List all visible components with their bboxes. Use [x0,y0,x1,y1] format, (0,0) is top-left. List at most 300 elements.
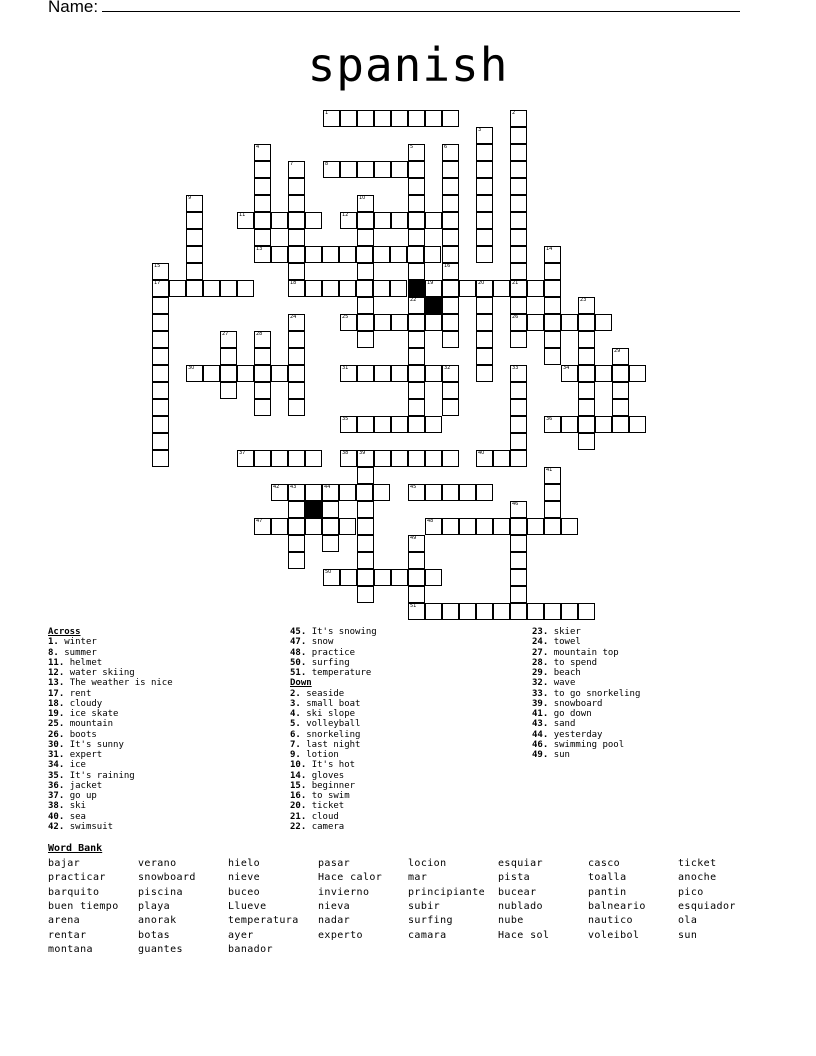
grid-cell[interactable] [288,161,305,178]
grid-cell[interactable] [391,416,408,433]
grid-cell[interactable] [476,348,493,365]
grid-cell[interactable] [510,246,527,263]
grid-cell[interactable] [305,280,322,297]
grid-cell[interactable] [425,603,442,620]
grid-cell[interactable] [544,280,561,297]
grid-cell[interactable] [425,450,442,467]
grid-cell[interactable] [322,484,339,501]
grid-cell[interactable] [425,484,442,501]
grid-cell[interactable] [288,348,305,365]
grid-cell[interactable] [288,552,305,569]
grid-cell[interactable] [476,484,493,501]
grid-cell[interactable] [186,195,203,212]
grid-cell[interactable] [442,297,459,314]
grid-cell[interactable] [510,263,527,280]
grid-cell[interactable] [425,280,442,297]
grid-cell[interactable] [254,144,271,161]
grid-cell[interactable] [288,331,305,348]
grid-cell[interactable] [510,552,527,569]
grid-cell[interactable] [357,569,374,586]
grid-cell[interactable] [510,297,527,314]
word-bank-item: locion [408,858,447,869]
grid-cell[interactable] [288,229,305,246]
grid-cell[interactable] [408,399,425,416]
grid-cell[interactable] [254,348,271,365]
grid-cell[interactable] [288,263,305,280]
grid-cell[interactable] [561,314,578,331]
grid-cell[interactable] [340,314,357,331]
clue-item [290,771,530,781]
grid-cell[interactable] [322,246,339,263]
grid-cell[interactable] [408,365,425,382]
clue-number: 14 [546,246,553,252]
clue-item [290,760,530,770]
grid-cell[interactable] [374,161,391,178]
grid-cell[interactable] [391,212,408,229]
grid-cell[interactable] [357,263,374,280]
grid-cell[interactable] [442,365,459,382]
grid-cell[interactable] [169,280,186,297]
grid-cell[interactable] [357,416,374,433]
grid-cell[interactable] [374,416,391,433]
grid-cell[interactable] [544,467,561,484]
grid-cell[interactable] [357,110,374,127]
grid-cell[interactable] [459,603,476,620]
grid-cell[interactable] [544,246,561,263]
grid-cell[interactable] [357,535,374,552]
grid-cell[interactable] [408,161,425,178]
grid-cell[interactable] [152,382,169,399]
grid-cell[interactable] [186,212,203,229]
grid-cell[interactable] [357,501,374,518]
grid-cell[interactable] [442,314,459,331]
grid-cell[interactable] [288,246,305,263]
grid-cell[interactable] [510,416,527,433]
grid-cell[interactable] [595,314,612,331]
grid-cell[interactable] [578,297,595,314]
grid-cell[interactable] [271,212,288,229]
grid-cell[interactable] [425,416,442,433]
grid-cell[interactable] [442,518,459,535]
grid-cell[interactable] [237,365,254,382]
grid-cell[interactable] [220,348,237,365]
grid-cell[interactable] [186,365,203,382]
grid-cell[interactable] [408,603,425,620]
grid-cell[interactable] [459,518,476,535]
grid-cell[interactable] [254,399,271,416]
grid-cell[interactable] [425,110,442,127]
grid-cell[interactable] [203,280,220,297]
grid-cell[interactable] [340,450,357,467]
grid-cell[interactable] [578,433,595,450]
grid-cell[interactable] [374,110,391,127]
grid-cell[interactable] [357,314,374,331]
grid-cell[interactable] [527,314,544,331]
grid-cell[interactable] [271,484,288,501]
grid-cell[interactable] [271,365,288,382]
grid-cell[interactable] [476,297,493,314]
grid-cell[interactable] [391,365,408,382]
clue-item [532,678,772,688]
grid-cell[interactable] [544,263,561,280]
word-bank-item: pantin [588,886,627,898]
grid-cell[interactable] [476,518,493,535]
grid-cell[interactable] [561,603,578,620]
grid-cell[interactable] [408,263,425,280]
grid-cell[interactable] [391,450,408,467]
grid-cell[interactable] [442,178,459,195]
grid-cell[interactable] [339,518,356,535]
grid-cell[interactable] [476,229,493,246]
grid-cell[interactable] [186,263,203,280]
grid-cell[interactable] [442,382,459,399]
grid-cell[interactable] [373,246,390,263]
grid-cell[interactable] [374,450,391,467]
grid-cell[interactable] [323,161,340,178]
grid-cell[interactable] [612,416,629,433]
grid-cell[interactable] [510,280,527,297]
grid-cell[interactable] [408,195,425,212]
grid-cell[interactable] [152,263,169,280]
grid-cell[interactable] [340,365,357,382]
grid-cell[interactable] [220,331,237,348]
grid-cell[interactable] [323,569,340,586]
grid-cell[interactable] [340,110,357,127]
grid-cell[interactable] [288,399,305,416]
grid-cell[interactable] [152,331,169,348]
grid-cell[interactable] [442,161,459,178]
grid-cell[interactable] [186,246,203,263]
grid-cell[interactable] [254,246,271,263]
grid-cell[interactable] [288,484,305,501]
grid-cell[interactable] [510,586,527,603]
grid-cell[interactable] [425,569,442,586]
grid-cell[interactable] [373,484,390,501]
grid-cell[interactable] [254,518,271,535]
grid-cell[interactable] [510,450,527,467]
grid-cell[interactable] [425,314,442,331]
grid-cell[interactable] [288,518,305,535]
grid-cell[interactable] [442,399,459,416]
grid-cell[interactable] [442,263,459,280]
grid-cell[interactable] [152,433,169,450]
grid-cell[interactable] [476,331,493,348]
grid-cell[interactable] [510,144,527,161]
grid-cell[interactable] [254,161,271,178]
grid-cell[interactable] [544,297,561,314]
grid-cell[interactable] [629,416,646,433]
grid-cell[interactable] [152,280,169,297]
grid-cell[interactable] [510,501,527,518]
grid-cell[interactable] [390,280,407,297]
grid-cell[interactable] [357,195,374,212]
grid-cell[interactable] [339,246,356,263]
grid-cell[interactable] [152,297,169,314]
grid-cell[interactable] [425,518,442,535]
grid-cell[interactable] [578,382,595,399]
grid-cell[interactable] [510,433,527,450]
grid-cell[interactable] [254,450,271,467]
grid-cell[interactable] [357,229,374,246]
grid-cell[interactable] [391,569,408,586]
grid-cell[interactable] [305,518,322,535]
grid-cell[interactable] [578,365,595,382]
grid-cell[interactable] [237,450,254,467]
grid-cell[interactable] [288,365,305,382]
grid-cell[interactable] [510,535,527,552]
grid-cell[interactable] [510,127,527,144]
grid-cell[interactable] [561,365,578,382]
grid-cell[interactable] [357,552,374,569]
grid-cell[interactable] [493,603,510,620]
grid-cell[interactable] [527,603,544,620]
grid-cell[interactable] [322,535,339,552]
grid-cell[interactable] [408,178,425,195]
grid-cell[interactable] [220,382,237,399]
grid-cell[interactable] [220,280,237,297]
grid-cell[interactable] [374,212,391,229]
grid-cell[interactable] [408,144,425,161]
grid-cell[interactable] [544,416,561,433]
grid-cell[interactable] [408,229,425,246]
grid-cell[interactable] [408,450,425,467]
grid-cell[interactable] [408,348,425,365]
grid-cell[interactable] [357,450,374,467]
grid-cell[interactable] [408,212,425,229]
grid-cell[interactable] [578,331,595,348]
grid-cell[interactable] [254,382,271,399]
grid-cell[interactable] [459,280,476,297]
grid-cell[interactable] [442,144,459,161]
grid-cell[interactable] [510,331,527,348]
grid-cell[interactable] [305,246,322,263]
grid-cell[interactable] [288,212,305,229]
grid-cell[interactable] [152,416,169,433]
grid-cell[interactable] [510,518,527,535]
grid-cell[interactable] [544,331,561,348]
grid-cell[interactable] [271,246,288,263]
grid-cell[interactable] [237,212,254,229]
grid-cell[interactable] [561,518,578,535]
grid-cell[interactable] [510,161,527,178]
grid-cell[interactable] [357,161,374,178]
grid-cell[interactable] [186,280,203,297]
grid-cell[interactable] [561,416,578,433]
grid-cell[interactable] [408,484,425,501]
grid-cell[interactable] [152,399,169,416]
grid-cell[interactable] [152,314,169,331]
grid-cell[interactable] [390,246,407,263]
grid-cell[interactable] [612,365,629,382]
grid-cell[interactable] [510,399,527,416]
grid-cell[interactable] [254,178,271,195]
grid-cell[interactable] [288,280,305,297]
grid-cell[interactable] [408,569,425,586]
grid-cell[interactable] [373,280,390,297]
grid-cell[interactable] [322,501,339,518]
grid-cell[interactable] [237,280,254,297]
grid-cell[interactable] [510,382,527,399]
grid-cell[interactable] [357,365,374,382]
grid-cell[interactable] [612,382,629,399]
grid-cell[interactable] [357,518,374,535]
grid-cell[interactable] [357,586,374,603]
grid-cell[interactable] [254,229,271,246]
grid-cell[interactable] [442,331,459,348]
grid-cell[interactable] [339,484,356,501]
grid-cell[interactable] [442,195,459,212]
grid-cell[interactable] [408,331,425,348]
grid-cell[interactable] [288,178,305,195]
grid-cell[interactable] [510,178,527,195]
grid-cell[interactable] [323,110,340,127]
grid-cell[interactable] [544,501,561,518]
grid-cell[interactable] [578,348,595,365]
grid-cell[interactable] [391,110,408,127]
grid-cell[interactable] [408,535,425,552]
grid-cell[interactable] [612,348,629,365]
grid-cell[interactable] [408,110,425,127]
grid-cell[interactable] [442,280,459,297]
word-bank-item: toalla [588,872,627,884]
grid-cell[interactable] [408,416,425,433]
grid-cell[interactable] [442,484,459,501]
grid-cell[interactable] [203,365,220,382]
grid-cell[interactable] [578,314,595,331]
grid-cell[interactable] [305,484,322,501]
grid-cell[interactable] [578,603,595,620]
grid-cell[interactable] [476,365,493,382]
grid-cell[interactable] [288,314,305,331]
grid-cell[interactable] [476,246,493,263]
grid-cell[interactable] [374,314,391,331]
grid-cell[interactable] [305,450,322,467]
grid-cell[interactable] [612,399,629,416]
grid-cell[interactable] [391,314,408,331]
grid-cell[interactable] [510,603,527,620]
grid-cell[interactable] [288,535,305,552]
grid-cell[interactable] [186,229,203,246]
grid-cell[interactable] [595,365,612,382]
grid-cell[interactable] [339,280,356,297]
grid-cell[interactable] [476,450,493,467]
grid-cell[interactable] [442,110,459,127]
grid-cell[interactable] [152,450,169,467]
grid-cell[interactable] [527,280,544,297]
grid-cell[interactable] [442,246,459,263]
grid-cell[interactable] [544,484,561,501]
grid-cell[interactable] [305,212,322,229]
grid-cell[interactable] [407,246,424,263]
grid-cell[interactable] [340,569,357,586]
grid-cell[interactable] [340,416,357,433]
grid-cell[interactable] [493,280,510,297]
grid-cell[interactable] [391,161,408,178]
grid-cell[interactable] [356,484,373,501]
grid-cell[interactable] [374,365,391,382]
grid-cell[interactable] [424,246,441,263]
grid-cell[interactable] [254,212,271,229]
grid-cell[interactable] [629,365,646,382]
grid-cell[interactable] [544,348,561,365]
grid-cell[interactable] [595,416,612,433]
grid-cell[interactable] [493,450,510,467]
grid-cell[interactable] [476,314,493,331]
grid-cell[interactable] [442,450,459,467]
grid-cell[interactable] [510,229,527,246]
grid-cell[interactable] [271,518,288,535]
grid-cell[interactable] [425,212,442,229]
grid-cell[interactable] [357,212,374,229]
grid-cell[interactable] [476,212,493,229]
grid-cell[interactable] [254,331,271,348]
grid-cell[interactable] [476,127,493,144]
grid-cell[interactable] [357,297,374,314]
grid-cell[interactable] [322,280,339,297]
grid-cell[interactable] [288,450,305,467]
grid-cell[interactable] [510,314,527,331]
grid-cell[interactable] [476,144,493,161]
grid-cell[interactable] [408,314,425,331]
grid-cell[interactable] [442,229,459,246]
grid-cell[interactable] [442,212,459,229]
grid-cell[interactable] [288,195,305,212]
grid-cell[interactable] [442,603,459,620]
grid-cell[interactable] [152,365,169,382]
grid-cell[interactable] [510,569,527,586]
grid-cell[interactable] [510,212,527,229]
grid-cell[interactable] [356,280,373,297]
grid-cell[interactable] [408,552,425,569]
grid-cell[interactable] [510,365,527,382]
grid-cell[interactable] [408,586,425,603]
grid-cell[interactable] [476,161,493,178]
grid-cell[interactable] [476,178,493,195]
grid-cell[interactable] [374,569,391,586]
grid-cell[interactable] [476,195,493,212]
grid-cell[interactable] [340,212,357,229]
grid-cell[interactable] [476,280,493,297]
grid-cell[interactable] [220,365,237,382]
grid-cell[interactable] [493,518,510,535]
clue-number: 31. [48,750,70,760]
grid-cell[interactable] [544,314,561,331]
grid-cell[interactable] [510,110,527,127]
grid-cell[interactable] [288,501,305,518]
grid-cell[interactable] [288,382,305,399]
grid-cell[interactable] [356,246,373,263]
grid-cell[interactable] [425,365,442,382]
grid-cell[interactable] [152,348,169,365]
grid-cell[interactable] [578,399,595,416]
grid-cell[interactable] [254,195,271,212]
grid-cell[interactable] [459,484,476,501]
grid-cell[interactable] [340,161,357,178]
grid-cell[interactable] [408,297,425,314]
grid-cell[interactable] [322,518,339,535]
grid-cell[interactable] [527,518,544,535]
grid-cell[interactable] [476,603,493,620]
grid-cell[interactable] [357,331,374,348]
grid-cell[interactable] [271,450,288,467]
grid-cell[interactable] [544,603,561,620]
grid-cell[interactable] [357,467,374,484]
grid-cell[interactable] [510,195,527,212]
grid-cell[interactable] [544,518,561,535]
grid-cell[interactable] [578,416,595,433]
grid-cell[interactable] [408,382,425,399]
grid-cell[interactable] [254,365,271,382]
